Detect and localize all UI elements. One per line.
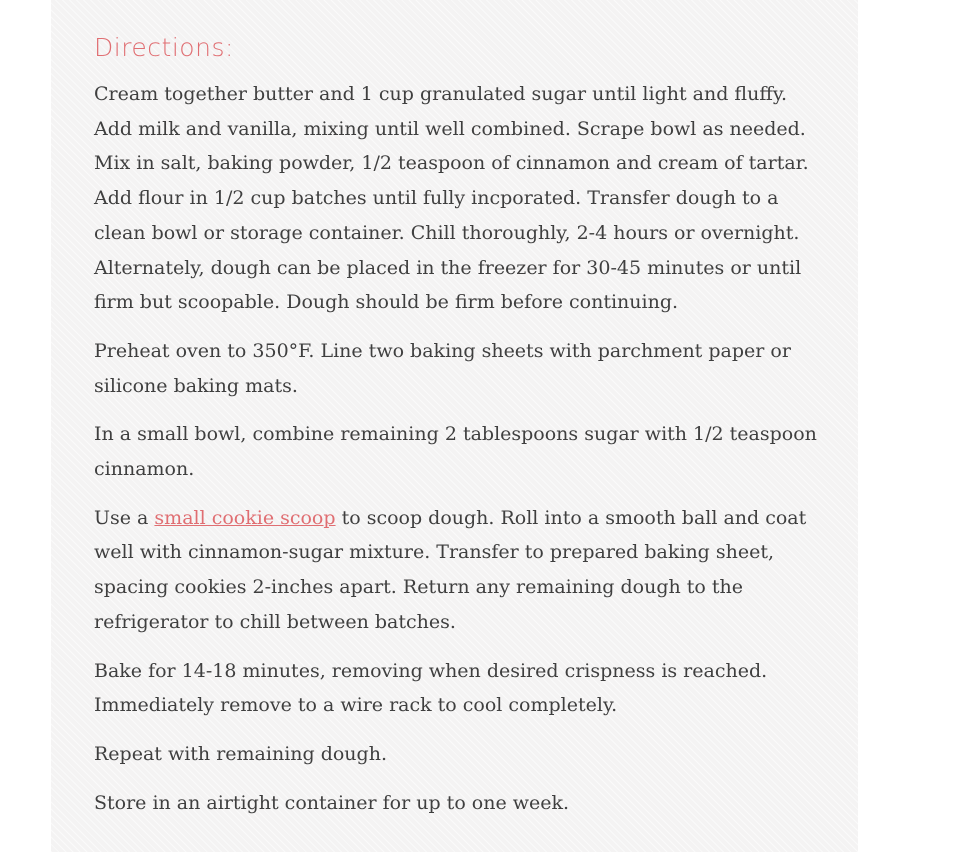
step-4-text-before: Use a xyxy=(94,506,155,529)
direction-step-6: Repeat with remaining dough. xyxy=(94,742,387,765)
direction-step-4 xyxy=(94,501,829,640)
direction-step-7: Store in an airtight container for up to one week. xyxy=(94,791,570,814)
direction-step-5: Bake for 14-18 minutes, removing when desired crispness is reached. Immediately remove to a wire rack to cool completely. xyxy=(94,659,768,717)
small-cookie-scoop-link[interactable]: small cookie scoop xyxy=(154,506,336,529)
directions-heading: Directions: xyxy=(94,33,234,62)
recipe-card xyxy=(51,0,858,852)
direction-step-1: Cream together butter and 1 cup granulated sugar until light and fluffy. Add milk and vanilla, mixing until well combined. Scrape bowl as needed. Mix in salt, baking powder, 1/2 teaspoon of cinnamon and cream of tartar. Add flour in 1/2 cup batches until fully incporated. Transfer dough to a clean bowl or storage container. Chill thoroughly, 2-4 hours or overnight. Alternately, dough can be placed in the freezer for 30-45 minutes or until firm but scoopable. Dough should be firm before continuing. xyxy=(94,83,809,314)
direction-step-3: In a small bowl, combine remaining 2 tablespoons sugar with 1/2 teaspoon cinnamon. xyxy=(94,423,817,481)
direction-step-2: Preheat oven to 350°F. Line two baking sheets with parchment paper or silicone baking mats. xyxy=(94,339,791,397)
step-4-text-after: to scoop dough. Roll into a smooth ball and coat well with cinnamon-sugar mixture. Transfer to prepared baking sheet, spacing cookies 2-inches apart. Return any remaining dough to the refrigerator to chill between batches. xyxy=(94,506,807,633)
directions-list xyxy=(94,77,829,834)
